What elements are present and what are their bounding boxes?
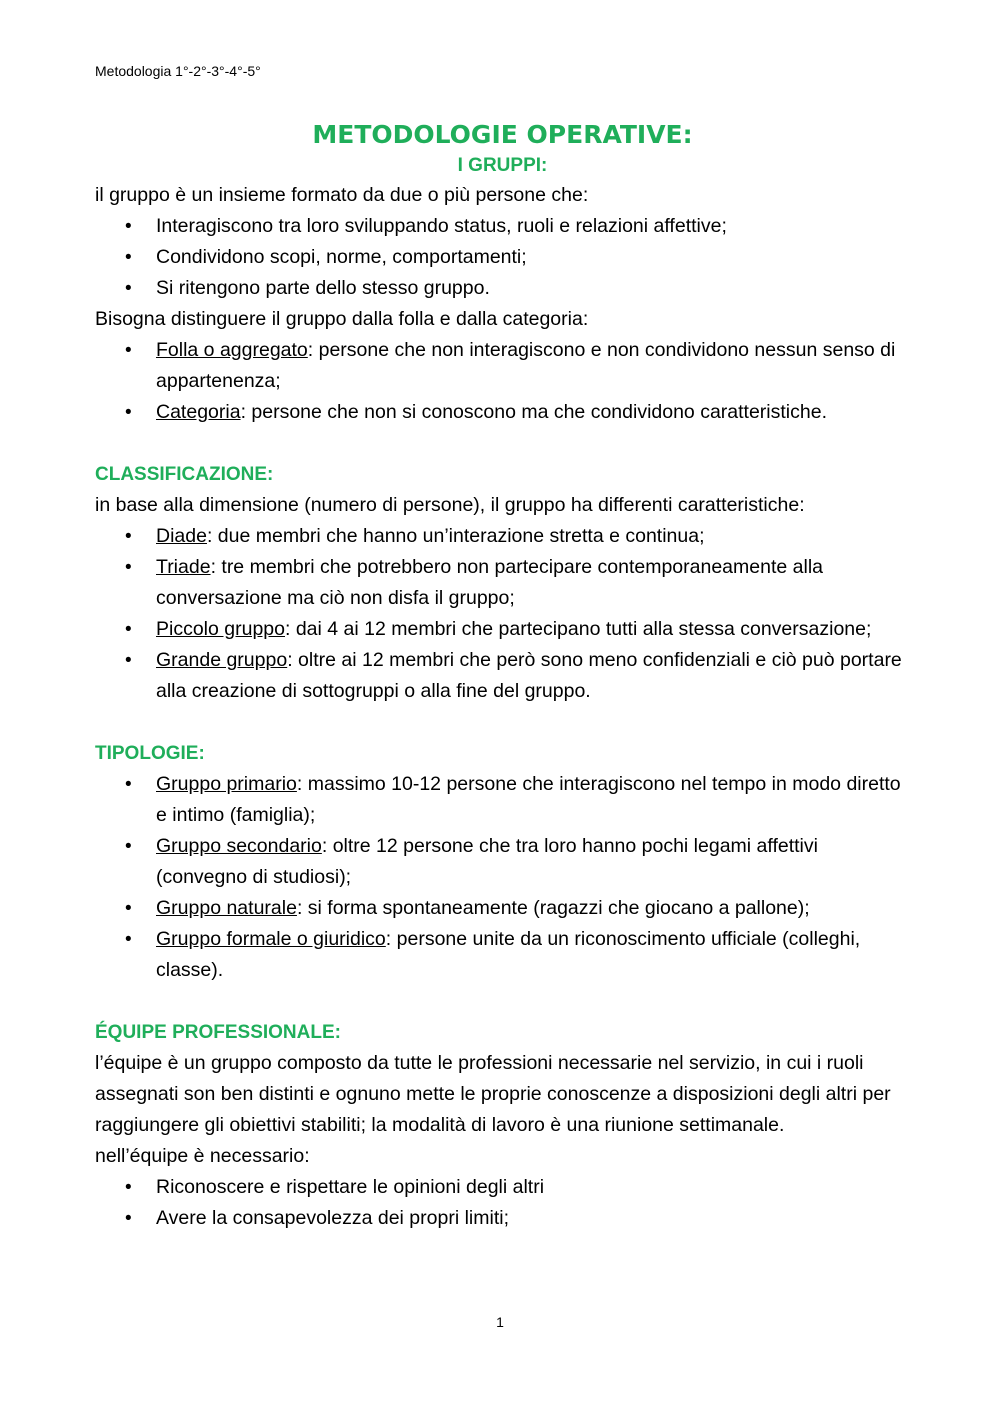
section-heading-tipologie: TIPOLOGIE: — [95, 743, 205, 764]
term-label: Gruppo formale o giuridico — [156, 928, 386, 950]
term-label: Categoria — [156, 401, 241, 423]
section-heading-equipe: ÉQUIPE PROFESSIONALE: — [95, 1022, 341, 1043]
bullet-icon: • — [125, 929, 132, 950]
list-item: • Triade: tre membri che potrebbero non partecipare contemporaneamente alla conversazione ma ciò non disfa il gruppo; — [95, 552, 910, 614]
bullet-icon: • — [125, 278, 132, 299]
intro-paragraph: il gruppo è un insieme formato da due o più persone che: — [95, 184, 589, 206]
equipe-list — [95, 1172, 910, 1234]
bullet-icon: • — [125, 650, 132, 671]
spacer — [95, 707, 910, 738]
section-heading-classificazione: CLASSIFICAZIONE: — [95, 464, 274, 485]
list-item: • Gruppo secondario: oltre 12 persone che tra loro hanno pochi legami affettivi (convegno di studiosi); — [95, 831, 910, 893]
equipe-paragraph: l’équipe è un gruppo composto da tutte le professioni necessarie nel servizio, in cui i ruoli assegnati son ben distinti e ognuno mette le proprie conoscenze a disposizioni degli altri per raggiungere gli obiettivi stabiliti; la modalità di lavoro è una riunione settimanale. — [95, 1052, 891, 1136]
term-label: Gruppo naturale — [156, 897, 297, 919]
list-item: • Diade: due membri che hanno un’interazione stretta e continua; — [95, 521, 910, 552]
section-subtitle-gruppi: I GRUPPI: — [457, 155, 548, 176]
list-item: • Interagiscono tra loro sviluppando status, ruoli e relazioni affettive; — [95, 211, 910, 242]
spacer — [95, 428, 910, 459]
spacer — [95, 986, 910, 1017]
bullet-icon: • — [125, 557, 132, 578]
intro-list — [95, 211, 910, 304]
bullet-icon: • — [125, 1177, 132, 1198]
bullet-icon: • — [125, 619, 132, 640]
bullet-icon: • — [125, 340, 132, 361]
distinguish-paragraph: Bisogna distinguere il gruppo dalla folla e dalla categoria: — [95, 308, 589, 330]
list-item: • Gruppo naturale: si forma spontaneamente (ragazzi che giocano a pallone); — [95, 893, 910, 924]
tipologie-list — [95, 769, 910, 986]
list-item: • Folla o aggregato: persone che non interagiscono e non condividono nessun senso di appartenenza; — [95, 335, 910, 397]
list-item: • Si ritengono parte dello stesso gruppo. — [95, 273, 910, 304]
classificazione-intro: in base alla dimensione (numero di persone), il gruppo ha differenti caratteristiche: — [95, 494, 805, 516]
list-item: • Piccolo gruppo: dai 4 ai 12 membri che partecipano tutti alla stessa conversazione; — [95, 614, 910, 645]
term-label: Diade — [156, 525, 207, 547]
bullet-icon: • — [125, 836, 132, 857]
classificazione-list — [95, 521, 910, 707]
term-label: Grande gruppo — [156, 649, 288, 671]
document-title: METODOLOGIE OPERATIVE: — [312, 120, 693, 149]
bullet-icon: • — [125, 898, 132, 919]
term-label: Folla o aggregato — [156, 339, 308, 361]
equipe-necessario: nell’équipe è necessario: — [95, 1145, 310, 1167]
list-item: • Grande gruppo: oltre ai 12 membri che però sono meno confidenziali e ciò può portare alla creazione di sottogruppi o alla fine del gruppo. — [95, 645, 910, 707]
bullet-icon: • — [125, 774, 132, 795]
page-header: Metodologia 1°-2°-3°-4°-5° — [95, 63, 261, 79]
bullet-icon: • — [125, 526, 132, 547]
list-item: • Gruppo formale o giuridico: persone unite da un riconoscimento ufficiale (colleghi, classe). — [95, 924, 910, 986]
list-item: • Riconoscere e rispettare le opinioni degli altri — [95, 1172, 910, 1203]
term-label: Triade — [156, 556, 211, 578]
document-body — [95, 118, 910, 1234]
term-label: Piccolo gruppo — [156, 618, 285, 640]
list-item: • Condividono scopi, norme, comportamenti; — [95, 242, 910, 273]
page-number: 1 — [496, 1314, 504, 1330]
term-label: Gruppo secondario — [156, 835, 322, 857]
bullet-icon: • — [125, 1208, 132, 1229]
distinguish-list — [95, 335, 910, 428]
list-item: • Gruppo primario: massimo 10-12 persone che interagiscono nel tempo in modo diretto e intimo (famiglia); — [95, 769, 910, 831]
bullet-icon: • — [125, 247, 132, 268]
list-item: • Avere la consapevolezza dei propri limiti; — [95, 1203, 910, 1234]
term-label: Gruppo primario — [156, 773, 297, 795]
bullet-icon: • — [125, 402, 132, 423]
list-item: • Categoria: persone che non si conoscono ma che condividono caratteristiche. — [95, 397, 910, 428]
bullet-icon: • — [125, 216, 132, 237]
